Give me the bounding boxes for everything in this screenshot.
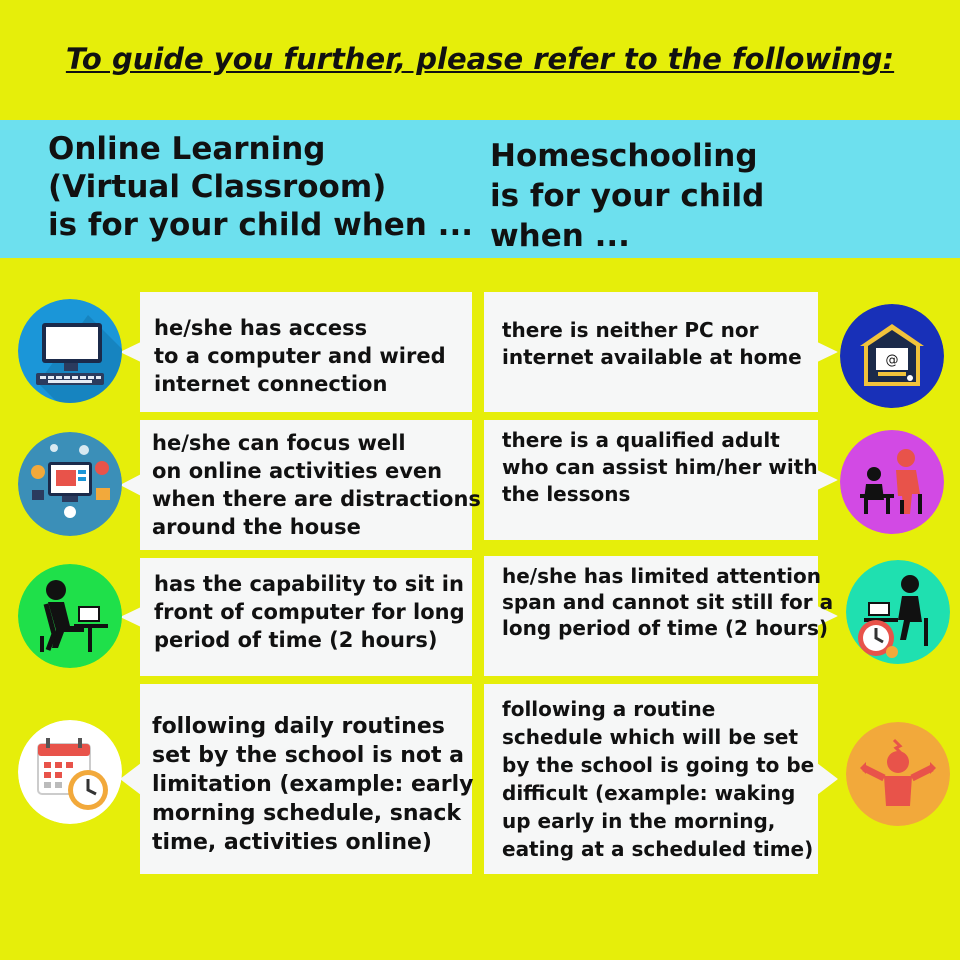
frustrated-person-icon [846,722,950,826]
house-computer-icon [840,304,944,408]
homeschool-item-1-text: there is neither PC nor internet available at home [502,318,802,369]
online-item-3-text: has the capability to sit in front of computer for long period of time (2 hours) [154,572,465,652]
homeschooling-header: Homeschooling is for your child when ... [490,138,765,254]
person-computer-clock-icon [846,560,950,664]
page-title: To guide you further, please refer to the following: [65,42,895,76]
online-learning-header: Online Learning (Virtual Classroom) is for your child when ... [48,131,473,243]
person-at-computer-icon [18,564,122,668]
digital-media-icon [18,432,122,536]
homeschool-item-4-text: following a routine schedule which will be set by the school is going to be difficult (example: waking up early in the morning, eating at a scheduled time) [502,697,815,861]
online-item-1-text: he/she has access to a computer and wired internet connection [154,316,446,396]
homeschool-item-2-text: there is a qualified adult who can assist him/her with the lessons [502,428,818,506]
computer-icon [18,299,122,403]
homeschool-item-3-text: he/she has limited attention span and cannot sit still for a long period of time (2 hours) [502,564,834,640]
adult-assisting-child-icon [840,430,944,534]
svg-text:@: @ [885,353,899,368]
online-item-4-text: following daily routines set by the school is not a limitation (example: early morning schedule, snack time, activities online) [152,714,474,855]
online-item-2-text: he/she can focus well on online activities even when there are distractions around the house [152,431,481,539]
calendar-clock-icon [18,720,122,824]
